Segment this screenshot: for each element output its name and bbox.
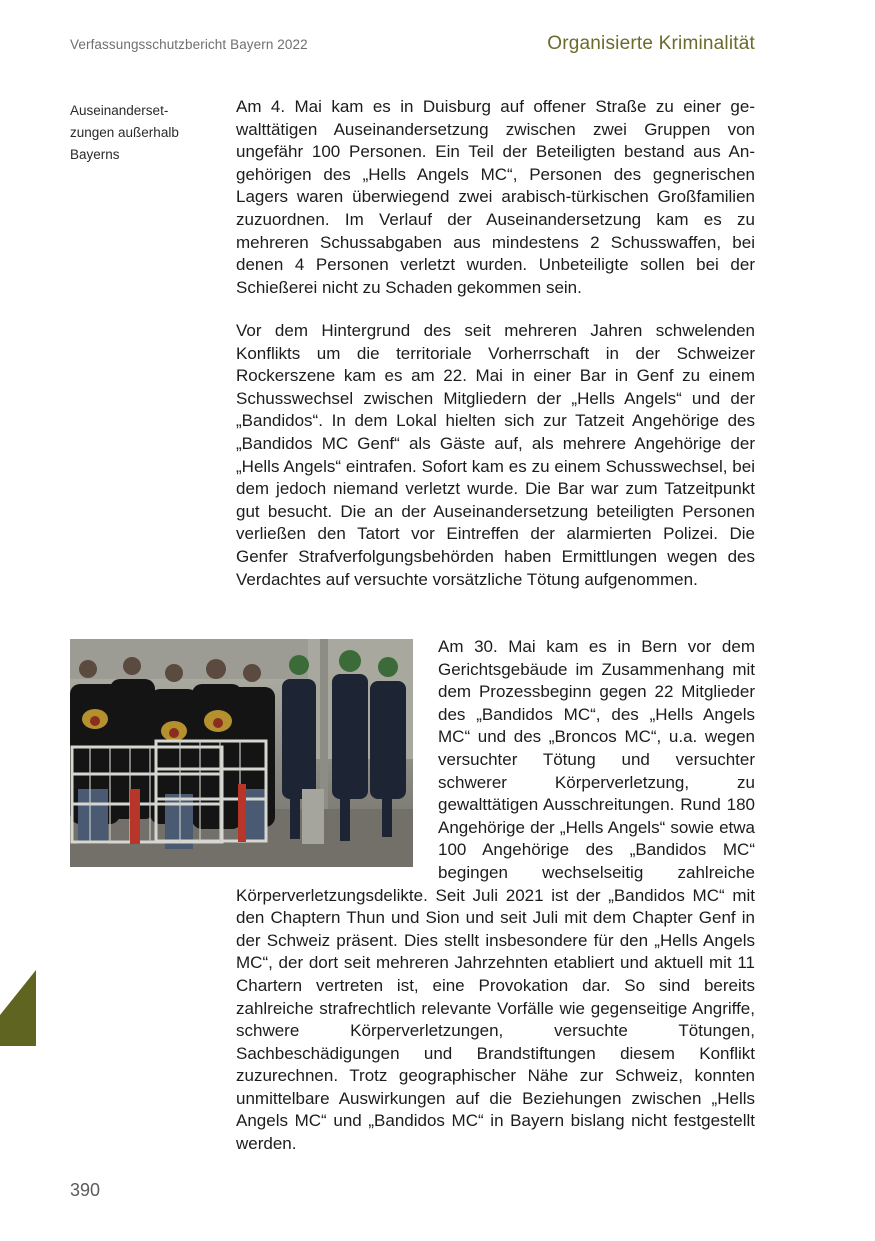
chapter-accent-tab <box>0 970 36 1046</box>
page-number: 390 <box>70 1180 101 1200</box>
margin-note-line: Bayerns <box>70 147 120 162</box>
paragraph-duisburg: Am 4. Mai kam es in Duisburg auf offener Straße zu einer gewalttätigen Auseinandersetzung zwischen zwei Gruppen von ungefähr 100 Personen. Ein Teil der Beteiligten bestand aus Angehörigen des „Hells Angels MC“, Personen des gegnerischen Lagers waren überwiegend zwei arabisch-türkischen Großfamilien zuzuordnen. Im Verlauf der Auseinandersetzung kam es zu mehreren Schussabgaben aus mindestens 2 Schusswaffen, bei denen 4 Personen verletzt wurden. Unbeteiligte sollen bei der Schießerei nicht zu Schaden gekommen sein. <box>236 97 755 297</box>
running-header-publication: Verfassungsschutzbericht Bayern 2022 <box>70 37 308 52</box>
running-header-section: Organisierte Kriminalität <box>547 33 755 54</box>
police-biker-photo <box>70 639 413 867</box>
paragraph-bern: Am 30. Mai kam es in Bern vor dem Gerichtsgebäude im Zusammenhang mit dem Prozessbeginn gegen 22 Mitglieder des „Bandidos MC“, des „Hells Angels MC“ und des „Broncos MC“, u.a. wegen versuchter Tötung und versuchter schwerer Körperverletzung, zu gewalttätigen Ausschreitungen. Rund 180 Angehörige der „Hells Angels“ sowie etwa 100 Angehörige des „Bandidos MC“ begingen wechselseitig zahlreiche Körperverletzungsdelikte. Seit Juli 2021 ist der „Bandidos MC“ mit den Chaptern Thun und Sion und seit Juli mit dem Chapter Genf in der Schweiz präsent. Dies stellt insbesondere für den „Hells Angels MC“, der dort seit mehreren Jahrzehnten etabliert und aktuell mit 11 Chartern vertreten ist, eine Provokation dar. So sind bereits zahlreiche strafrechtlich relevante Vorfälle wie gegenseitige Angriffe, schwere Körperverletzungen, versuchte Tötungen, Sachbeschädigungen und Brandstiftungen diesem Konflikt zuzurechnen. Trotz geographischer Nähe zur Schweiz, konnten unmittelbare Auswirkungen auf die Beziehungen zwischen „Hells Angels MC“ und „Bandidos MC“ in Bayern bislang nicht festgestellt werden. <box>236 637 755 1154</box>
margin-note-line: Auseinanderset- <box>70 103 169 118</box>
paragraph-genf: Vor dem Hintergrund des seit mehreren Jahren schwelenden Konflikts um die territoriale Vorherrschaft in der Schweizer Rockerszene kam es am 22. Mai in einer Bar in Genf zu einem Schusswechsel zwischen Mitgliedern der „Hells Angels“ und der „Bandidos“. In dem Lokal hielten sich zur Tatzeit Angehörige des „Bandidos MC Genf“ als Gäste auf, als mehrere Angehörige der „Hells Angels“ eintrafen. Sofort kam es zu einem Schusswechsel, bei dem jedoch niemand verletzt wurde. Die Bar war zum Tatzeitpunkt gut besucht. Die an der Auseinandersetzung beteiligten Personen verließen den Tatort vor Eintreffen der alarmierten Polizei. Die Genfer Strafverfolgungsbehörden haben Ermittlungen wegen des Verdachtes auf versuchte vorsätzliche Tötung aufgenommen. <box>236 321 755 589</box>
paragraph-bern-block <box>236 636 755 1156</box>
margin-note-line: zungen außerhalb <box>70 125 179 140</box>
margin-note <box>70 100 200 166</box>
